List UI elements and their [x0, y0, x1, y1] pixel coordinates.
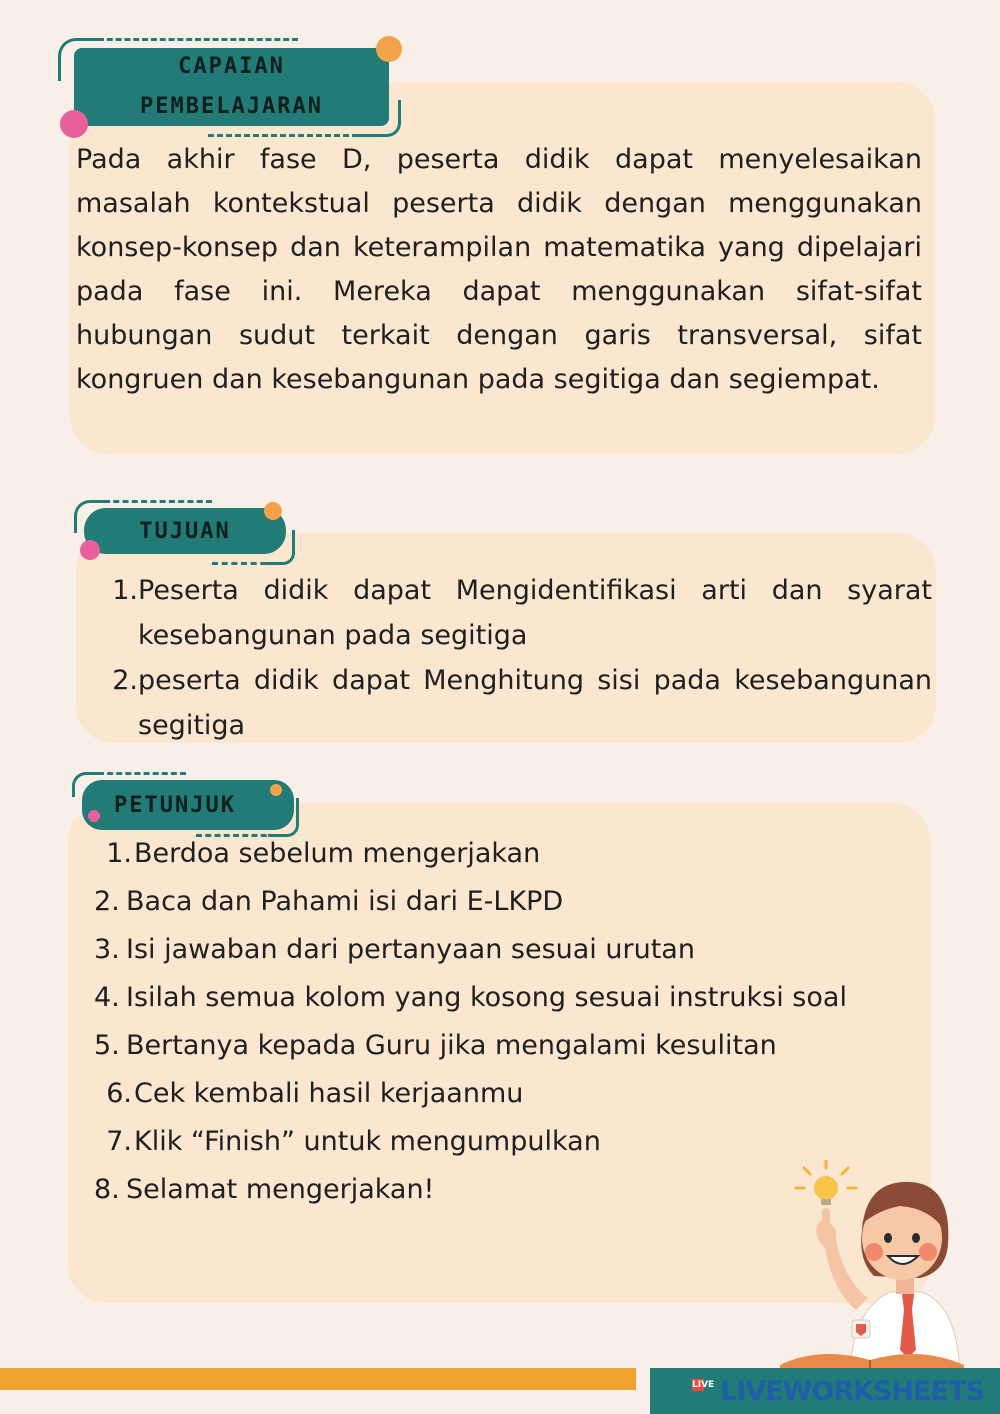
- orange-dot: [264, 502, 282, 520]
- tujuan-title: TUJUAN: [84, 508, 286, 554]
- capaian-label-group: [58, 34, 408, 144]
- orange-dot: [270, 784, 282, 796]
- pink-dot: [60, 110, 88, 138]
- liveworksheets-brand: LIVEWORKSHEETS: [720, 1375, 984, 1407]
- pink-dot: [80, 540, 100, 560]
- petunjuk-item-7: 7. Klik “Finish” untuk mengumpulkan: [106, 1126, 601, 1157]
- liveworksheets-watermark[interactable]: [692, 1374, 984, 1408]
- petunjuk-item-6: 6. Cek kembali hasil kerjaanmu: [106, 1078, 524, 1109]
- footer-orange-bar: [0, 1368, 636, 1390]
- petunjuk-item-8: 8. Selamat mengerjakan!: [94, 1174, 435, 1205]
- petunjuk-item-2: 2. Baca dan Pahami isi dari E-LKPD: [94, 886, 564, 917]
- orange-dot: [376, 36, 402, 62]
- tujuan-label-group: [74, 496, 300, 568]
- petunjuk-item-4: 4. Isilah semua kolom yang kosong sesuai instruksi soal: [94, 982, 847, 1013]
- capaian-text: Pada akhir fase D, peserta didik dapat menyelesaikan masalah kontekstual peserta didik dengan menggunakan konsep-konsep dan keterampilan matematika yang dipelajari pada fase ini. Mereka dapat menggunakan sifat-sifat hubungan sudut terkait dengan garis transversal, sifat kongruen dan kesebangunan pada segitiga dan segiempat.: [76, 144, 922, 395]
- student-idea-illustration: [770, 1160, 970, 1375]
- petunjuk-list: [94, 830, 918, 1214]
- petunjuk-item-5: 5. Bertanya kepada Guru jika mengalami kesulitan: [94, 1030, 777, 1061]
- pink-dot: [88, 810, 100, 822]
- petunjuk-item-3: 3. Isi jawaban dari pertanyaan sesuai urutan: [94, 934, 695, 965]
- petunjuk-title: PETUNJUK: [82, 780, 294, 830]
- capaian-title: CAPAIAN PEMBELAJARAN: [74, 48, 389, 126]
- tujuan-item-2: 2. peserta didik dapat Menghitung sisi pada kesebangunan segitiga: [112, 665, 932, 741]
- petunjuk-item-1: 1. Berdoa sebelum mengerjakan: [106, 838, 541, 869]
- liveworksheets-logo-icon: LIVE: [692, 1379, 715, 1390]
- tujuan-item-1: 1. Peserta didik dapat Mengidentifikasi arti dan syarat kesebangunan pada segitiga: [112, 575, 932, 651]
- tujuan-list: [104, 568, 932, 748]
